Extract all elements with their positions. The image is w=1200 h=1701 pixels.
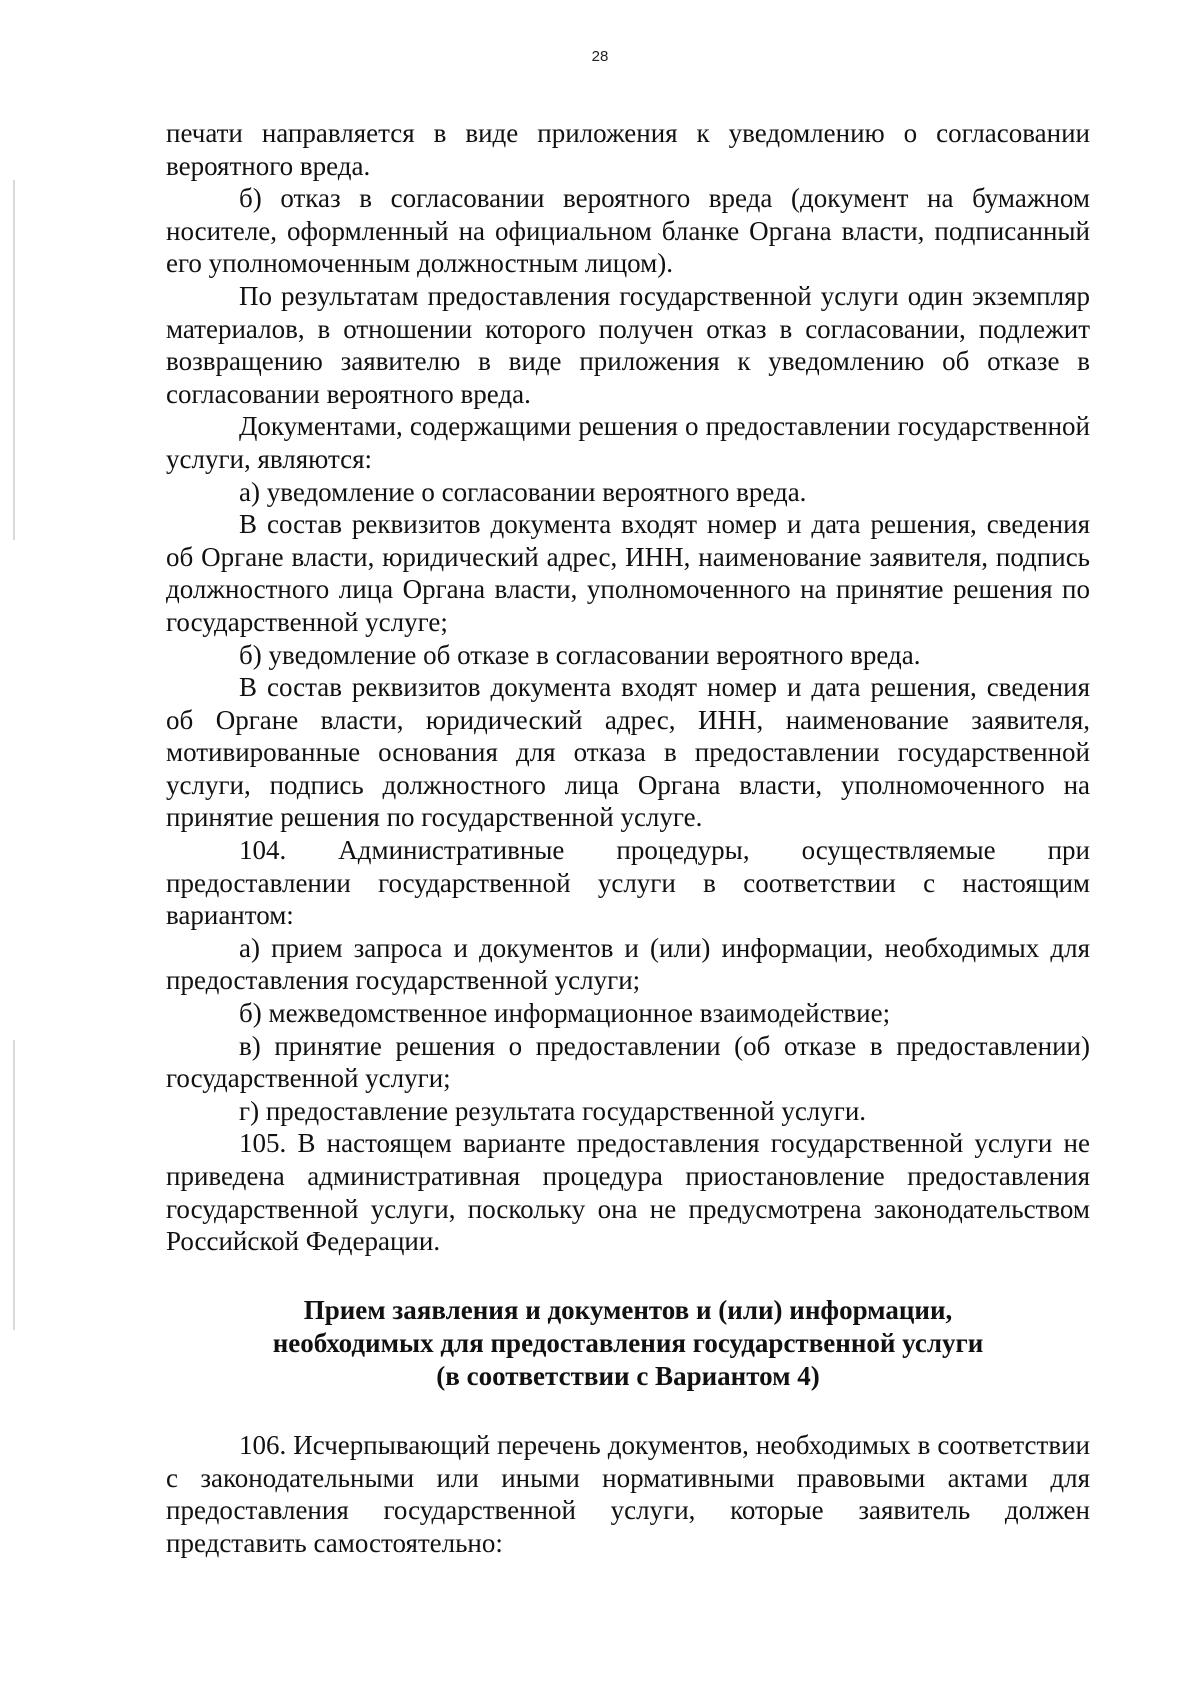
paragraph: а) прием запроса и документов и (или) информации, необходимых для предоставления государственной услуги; bbox=[166, 932, 1090, 996]
paragraph: печати направляется в виде приложения к уведомлению о согласовании вероятного вреда. bbox=[166, 118, 1090, 181]
paragraph: б) уведомление об отказе в согласовании вероятного вреда. bbox=[239, 639, 921, 670]
section-heading-line: (в соответствии с Вариантом 4) bbox=[436, 1361, 820, 1391]
paragraph: В состав реквизитов документа входят номер и дата решения, сведения об Органе власти, юридический адрес, ИНН, наименование заявителя, мотивированные основания для отказа в предоставлении государственной услуги, подпись должностного лица Органа власти, уполномоченного на принятие решения по государственной услуге. bbox=[166, 672, 1090, 833]
paragraph: По результатам предоставления государственной услуги один экземпляр материалов, в отношении которого получен отказ в согласовании, подлежит возвращению заявителю в виде приложения к уведомлению об отказе в согласовании вероятного вреда. bbox=[166, 280, 1090, 409]
paragraph: В состав реквизитов документа входят номер и дата решения, сведения об Органе власти, юридический адрес, ИНН, наименование заявителя, подпись должностного лица Органа власти, уполномоченного на принятие решения по государственной услуге; bbox=[166, 509, 1090, 637]
paragraph: а) уведомление о согласовании вероятного вреда. bbox=[239, 476, 807, 507]
section-heading-line: необходимых для предоставления государственной услуги bbox=[272, 1328, 984, 1358]
paragraph: б) отказ в согласовании вероятного вреда (документ на бумажном носителе, оформленный на официальном бланке Органа власти, подписанный его уполномоченным должностным лицом). bbox=[166, 183, 1090, 279]
paragraph: в) принятие решения о предоставлении (об отказе в предоставлении) государственной услуги; bbox=[166, 1030, 1090, 1094]
paragraph: г) предоставление результата государственной услуги. bbox=[239, 1095, 867, 1126]
page-number: 28 bbox=[591, 48, 609, 65]
paragraph: 105. В настоящем варианте предоставления государственной услуги не приведена административная процедура приостановление предоставления государственной услуги, поскольку она не предусмотрена законодательством Российской Федерации. bbox=[166, 1128, 1090, 1257]
document-body-continued bbox=[166, 1429, 1090, 1559]
scan-edge-mark bbox=[13, 1040, 15, 1330]
scan-edge-mark bbox=[13, 180, 15, 540]
section-heading bbox=[166, 1294, 1090, 1393]
paragraph: 106. Исчерпывающий перечень документов, необходимых в соответствии с законодательными или иными нормативными правовыми актами для предоставления государственной услуги, которые заявитель должен представить самостоятельно: bbox=[166, 1430, 1090, 1558]
paragraph: б) межведомственное информационное взаимодействие; bbox=[239, 998, 891, 1029]
paragraph: 104. Административные процедуры, осуществляемые при предоставлении государственной услуги в соответствии с настоящим вариантом: bbox=[166, 835, 1090, 931]
paragraph: Документами, содержащими решения о предоставлении государственной услуги, являются: bbox=[166, 411, 1090, 474]
section-heading-line: Прием заявления и документов и (или) информации, bbox=[303, 1295, 953, 1325]
document-body bbox=[166, 117, 1090, 1258]
